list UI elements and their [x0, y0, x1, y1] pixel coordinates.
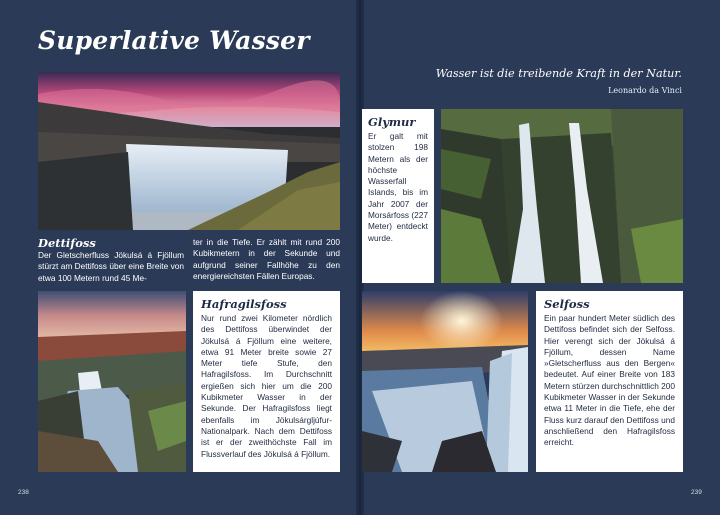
page-number-left: 238 [18, 489, 29, 496]
hafragilsfoss-text: Nur rund zwei Kilometer nördlich des Dettifoss überwindet der Jökulsá á Fjöllum eine weitere, etwa 91 Meter breite sowie 27 Meter tiefe Stufe, den Hafragilsfoss. Im Durchschnitt ergießen sich hier um die 200 Kubikmeter Wasser in der Sekunde. Der Hafragilsfoss liegt ebenfalls im Jökulsárgljúfur-Nationalpark. Nach dem Dettifoss ist er der zweithöchste Fall im Flussverlauf des Jökulsá á Fjöllum. [201, 313, 332, 459]
hafragilsfoss-textbox [193, 291, 340, 472]
page-title: Superlative Wasser [38, 26, 310, 55]
page-number-right: 239 [691, 489, 702, 496]
dettifoss-text-part2: ter in die Tiefe. Er zählt mit rund 200 Kubikmetern in der Sekunde und aufgrund seiner Fallhöhe zu den energiereichsten Fällen Europas. [193, 237, 340, 281]
quote-author: Leonardo da Vinci [608, 86, 682, 95]
hafragilsfoss-photo [38, 291, 186, 472]
glymur-text: Er galt mit stolzen 198 Metern als der höchste Wasserfall Islands, bis im Jahr 2007 der Morsárfoss (227 Meter) entdeckt wurde. [368, 131, 428, 243]
dettifoss-text-part1: Der Gletscherfluss Jökulsá á Fjöllum stürzt am Dettifoss über eine Breite von etwa 100 Metern rund 45 Me- [38, 250, 184, 283]
quote-text: Wasser ist die treibende Kraft in der Natur. [435, 67, 682, 80]
selfoss-heading: Selfoss [544, 297, 590, 311]
dettifoss-photo [38, 72, 340, 230]
hafragilsfoss-heading: Hafragilsfoss [201, 297, 287, 311]
glymur-heading: Glymur [368, 115, 416, 129]
selfoss-photo [362, 291, 528, 472]
selfoss-text: Ein paar hundert Meter südlich des Dettifoss befindet sich der Selfoss. Hier verengt sich der Jökulsá á Fjöllum, dessen Name »Gletscherfluss aus den Bergen« bedeutet. Auf einer Breite von 183 Metern stürzen durchschnittlich 200 Kubikmeter Wasser in der Sekunde etwa 11 Meter in die Tiefe, ehe der Fluss kurz darauf den Dettifoss und anschließend den Hafragilsfoss erreicht. [544, 313, 675, 448]
selfoss-textbox [536, 291, 683, 472]
dettifoss-caption-col2 [193, 237, 340, 282]
dettifoss-caption-col1 [38, 236, 184, 284]
dettifoss-heading: Dettifoss [38, 236, 96, 250]
glymur-textbox [362, 109, 434, 283]
glymur-photo [441, 109, 683, 283]
